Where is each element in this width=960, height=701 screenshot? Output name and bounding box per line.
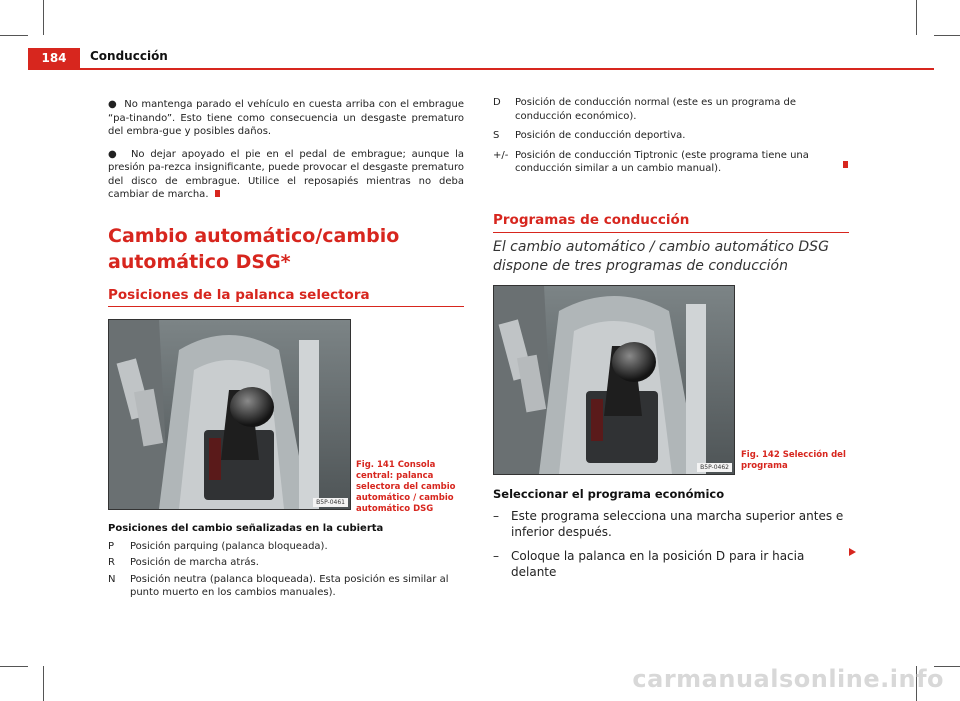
crop-mark	[43, 0, 44, 35]
page-number: 184	[28, 48, 80, 68]
step-item	[493, 508, 853, 540]
end-marker-icon	[215, 190, 220, 197]
crop-mark	[934, 35, 960, 36]
bullet-text: No mantenga parado el vehículo en cuesta arriba con el embrague “pa-tinando”. Esto tiene como consecuencia un desgaste prematuro del embra-gue y posibles daños.	[108, 99, 464, 137]
step-dash: –	[493, 508, 499, 523]
figure-142-caption: Fig. 142 Selección del programa	[741, 450, 846, 471]
position-key: R	[108, 557, 115, 568]
steps-title: Seleccionar el programa económico	[493, 487, 725, 501]
position-text: Posición de marcha atrás.	[130, 557, 259, 568]
crop-mark	[43, 666, 44, 701]
gear-console-illustration	[109, 320, 350, 509]
position-text: Posición de conducción deportiva.	[515, 130, 686, 141]
position-row	[108, 573, 464, 600]
bullet-item: ● No dejar apoyado el pie en el pedal de embrague; aunque la presión pa-rezca insignificante, puede provocar el desgaste prematuro del disco de embrague. Utilice el reposapiés mientras no deba cambiar de marcha.	[108, 148, 464, 200]
crop-mark	[0, 35, 28, 36]
position-row	[493, 129, 849, 143]
continue-arrow-icon	[849, 548, 856, 556]
position-key: +/-	[493, 149, 509, 161]
positions-left	[108, 522, 464, 603]
left-bullets	[108, 98, 464, 211]
position-key: S	[493, 130, 500, 141]
bullet-item: ● No mantenga parado el vehículo en cuesta arriba con el embrague “pa-tinando”. Esto tiene como consecuencia un desgaste prematuro del embra-gue y posibles daños.	[108, 99, 464, 137]
position-text: Posición parquing (palanca bloqueada).	[130, 540, 328, 552]
position-key: N	[108, 573, 116, 585]
figure-141-photo	[108, 319, 351, 510]
main-heading: Cambio automático/cambio automático DSG*	[108, 225, 400, 273]
figure-141-caption: Fig. 141 Consola central: palanca selectora del cambio automático / cambio automático DSG	[356, 460, 456, 514]
positions-title: Posiciones del cambio señalizadas en la cubierta	[108, 523, 384, 534]
crop-mark	[0, 666, 28, 667]
figure-142-photo	[493, 285, 735, 475]
positions-right	[493, 96, 849, 179]
position-text: Posición neutra (palanca bloqueada). Esta posición es similar al punto muerto en los cambios manuales).	[130, 573, 449, 598]
step-dash: –	[493, 548, 499, 563]
position-row	[108, 540, 464, 554]
program-steps	[493, 488, 853, 588]
step-text: Este programa selecciona una marcha superior antes e inferior después.	[511, 508, 844, 539]
position-key: P	[108, 540, 115, 552]
header-rule	[28, 68, 934, 70]
figure-code: B5P-0461	[313, 498, 348, 507]
bullet-text: No dejar apoyado el pie en el pedal de embrague; aunque la presión pa-rezca insignificante, puede provocar el desgaste prematuro del disco de embrague. Utilice el reposapiés mientras no deba cambiar de marcha.	[108, 148, 464, 200]
position-row	[493, 149, 849, 176]
position-text: Posición de conducción normal (este es un programa de conducción económico).	[515, 97, 797, 122]
position-row	[493, 96, 849, 123]
gear-console-illustration	[494, 286, 734, 474]
watermark: carmanualsonline.info	[632, 665, 944, 693]
step-text: Coloque la palanca en la posición D para ir hacia delante	[511, 548, 805, 579]
end-marker-icon	[843, 161, 848, 168]
crop-mark	[916, 0, 917, 35]
section-title: Conducción	[90, 49, 168, 63]
sub-heading: Posiciones de la palanca selectora	[108, 287, 464, 307]
figure-code: B5P-0462	[697, 463, 732, 472]
programs-heading: Programas de conducción	[493, 212, 849, 233]
step-item	[493, 548, 853, 580]
position-text: Posición de conducción Tiptronic (este programa tiene una conducción similar a un cambio manual).	[515, 149, 809, 174]
position-key: D	[493, 97, 501, 108]
position-row	[108, 556, 464, 570]
programs-intro: El cambio automático / cambio automático DSG dispone de tres programas de conducción	[493, 239, 829, 274]
